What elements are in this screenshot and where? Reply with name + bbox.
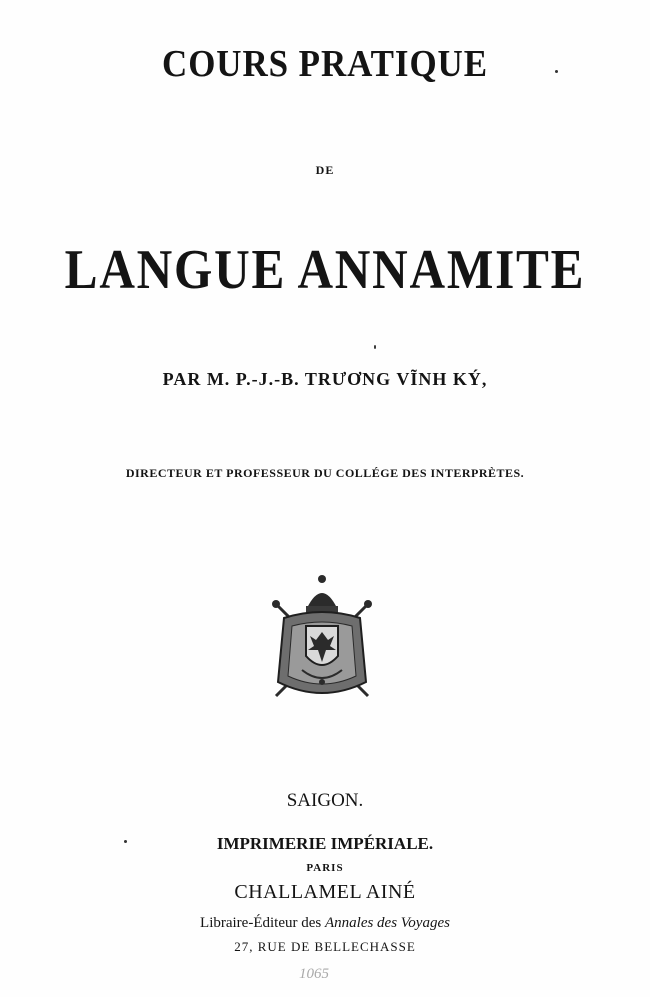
imperial-coat-of-arms-icon (262, 570, 382, 704)
city: SAIGON. (286, 790, 364, 811)
publisher-desc-prefix: Libraire-Éditeur des (200, 915, 325, 931)
second-city: PARIS (306, 862, 344, 874)
print-speck (555, 70, 558, 73)
author-role: DIRECTEUR ET PROFESSEUR DU COLLÉGE DES INTERPRÈTES. (125, 466, 525, 480)
publisher-desc-journal: Annales des Voyages (324, 915, 450, 931)
author-line: PAR M. P.-J.-B. TRƯƠNG VĨNH KÝ, (162, 369, 488, 389)
publisher-address: 27, RUE DE BELLECHASSE (234, 939, 416, 954)
title-line-2: LANGUE ANNAMITE (64, 239, 586, 301)
shelfmark: 1065 (299, 966, 329, 982)
title-line-1: COURS PRATIQUE (162, 43, 488, 85)
title-connector: DE (315, 163, 335, 177)
print-speck (124, 840, 127, 843)
print-speck (374, 345, 376, 349)
printer: IMPRIMERIE IMPÉRIALE. (216, 834, 434, 853)
publisher: CHALLAMEL AINÉ (234, 881, 416, 903)
publisher-description (0, 915, 650, 932)
